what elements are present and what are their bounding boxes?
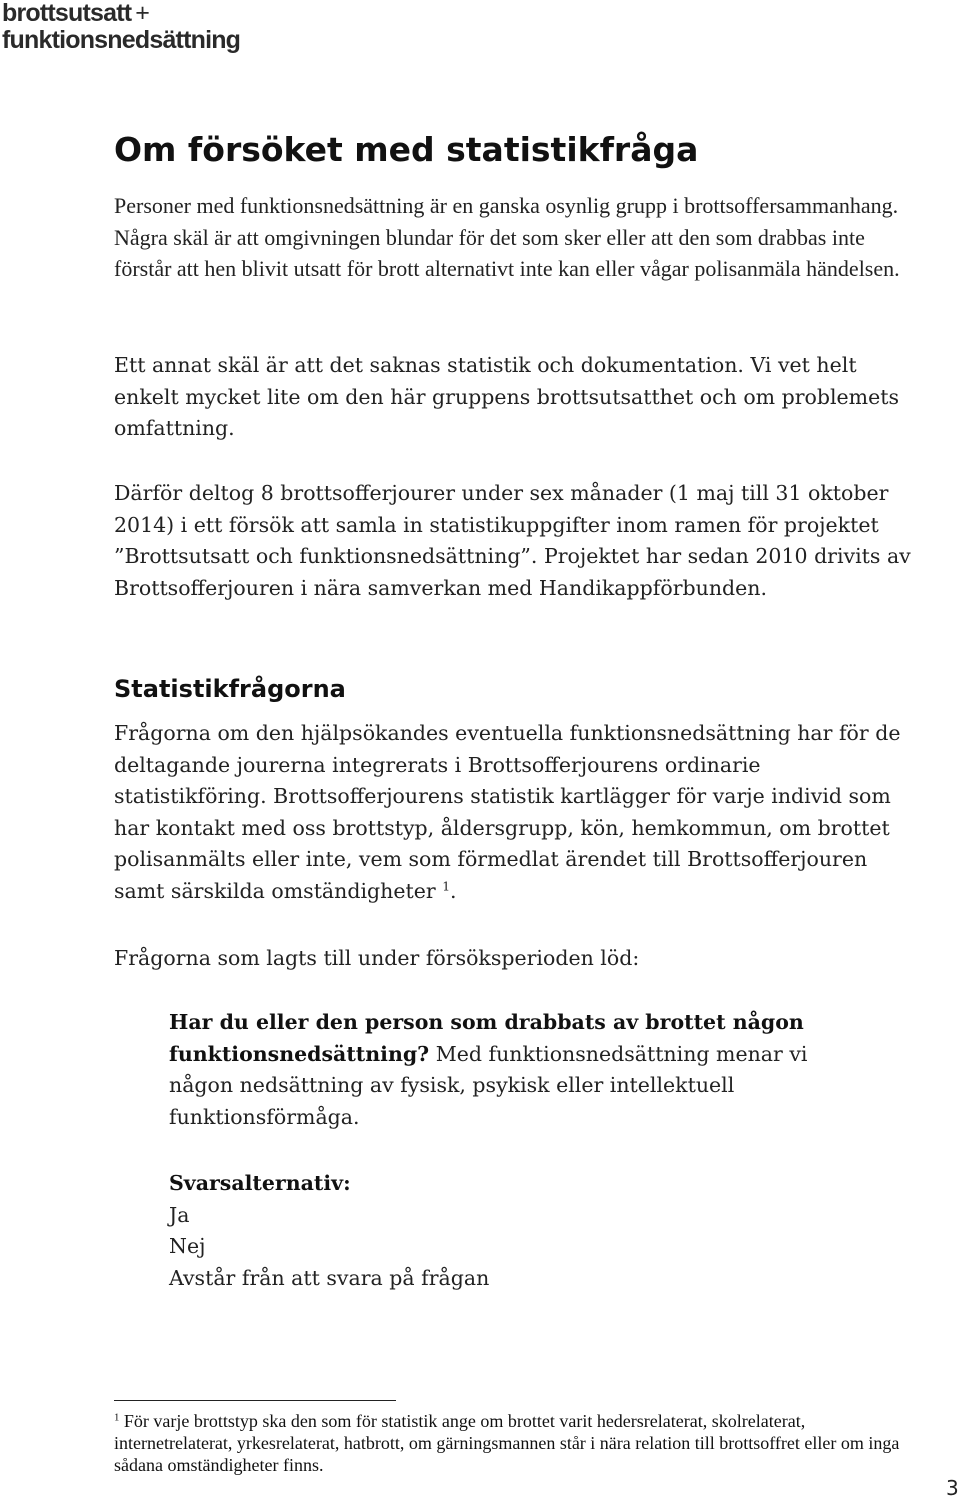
questions-paragraph: [114, 718, 914, 907]
questions-text: Frågorna om den hjälpsökandes eventuella funktionsnedsättning har för de deltagande jourerna integrerats i Brottsofferjourens ordinarie statistikföring. Brottsofferjourens statistik kartlägger för varje individ som har kontakt med oss brottstyp, åldersgrupp, kön, hemkommun, om brottet polisanmälts eller inte, vem som förmedlat ärendet till Brottsofferjouren samt särskilda omständigheter: [114, 721, 901, 903]
answer-option-yes: Ja: [169, 1202, 190, 1227]
logo-line-2: funktionsnedsättning: [2, 26, 241, 54]
footnote: [114, 1410, 914, 1476]
answer-options: [169, 1168, 869, 1294]
answer-label: Svarsalternativ:: [169, 1171, 351, 1195]
section-heading: Statistikfrågorna: [114, 675, 346, 703]
logo-line-1: brottsutsatt: [2, 0, 132, 27]
footnote-marker: 1: [114, 1411, 120, 1424]
question-block: [169, 1007, 869, 1133]
page-number: 3: [946, 1476, 959, 1500]
answer-option-no: Nej: [169, 1234, 206, 1258]
question-bold: Har du eller den person som drabbats av brottet någon funktionsnedsättning?: [169, 1010, 804, 1066]
logo-plus: +: [135, 0, 150, 27]
answer-option-decline: Avstår från att svara på frågan: [169, 1265, 490, 1290]
footnote-divider: [114, 1400, 396, 1401]
statistics-paragraph: Ett annat skäl är att det saknas statistik och dokumentation. Vi vet helt enkelt mycket lite om den här gruppens brottsutsatthet och om problemets omfattning.: [114, 353, 900, 440]
added-questions-intro: Frågorna som lagts till under försöksperioden löd:: [114, 946, 640, 970]
footnote-reference: 1: [442, 879, 451, 894]
intro-paragraph: Personer med funktionsnedsättning är en ganska osynlig grupp i brottsoffersammanhang. Några skäl är att omgivningen blundar för det som sker eller att den som drabbas inte förstår att hen blivit utsatt för brott alternativt inte kan eller vågar polisanmäla händelsen.: [114, 193, 900, 281]
question-explanation: Med funktionsnedsättning menar vi någon nedsättning av fysisk, psykisk eller intellektuell funktionsförmåga.: [169, 1041, 808, 1129]
brand-logo: [2, 0, 240, 54]
footnote-text: För varje brottstyp ska den som för statistik ange om brottet varit hedersrelaterat, skolrelaterat, internetrelaterat, yrkesrelaterat, hatbrott, om gärningsmannen står i nära relation till brottsoffret eller om inga sådana omständigheter finns.: [114, 1411, 900, 1475]
project-paragraph: Därför deltog 8 brottsofferjourer under sex månader (1 maj till 31 oktober 2014) i ett försök att samla in statistikuppgifter inom ramen för projektet ”Brottsutsatt och funktionsnedsättning”. Projektet har sedan 2010 drivits av Brottsofferjouren i nära samverkan med Handikappförbunden.: [114, 481, 911, 600]
page-title: Om försöket med statistikfråga: [114, 130, 699, 169]
questions-period: .: [450, 878, 457, 903]
